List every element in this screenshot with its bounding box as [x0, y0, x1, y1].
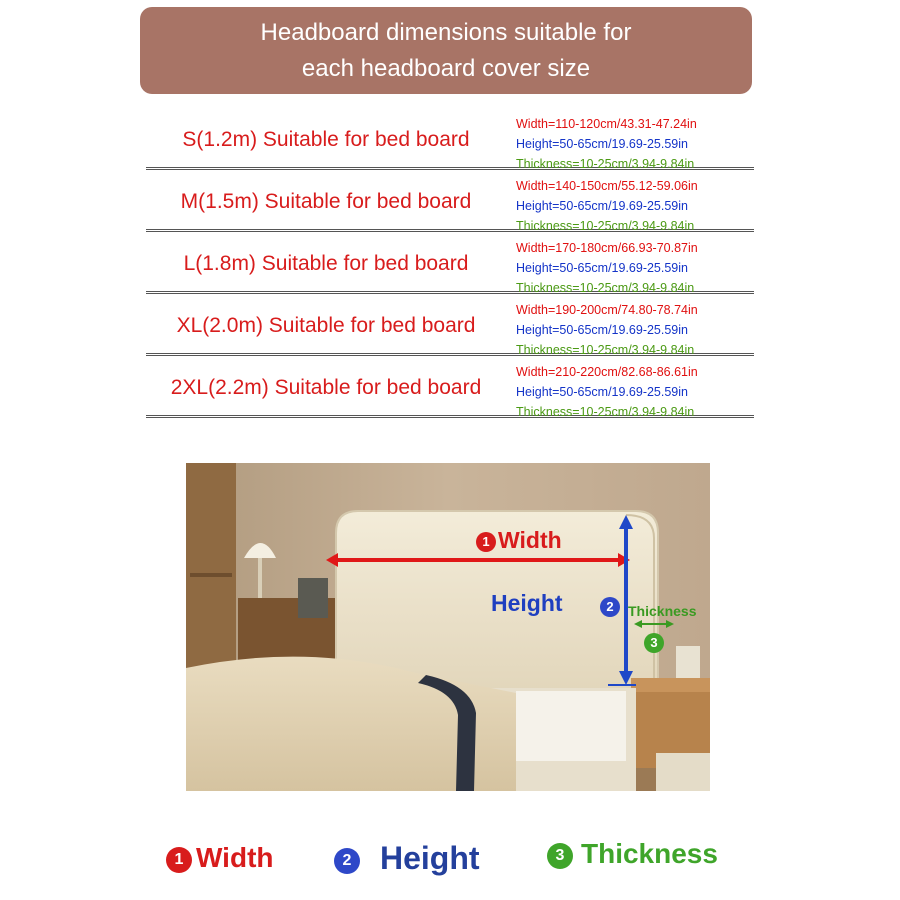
number-two-icon: 2 [600, 597, 620, 617]
size-row-2xl [146, 356, 754, 418]
headboard-measurement-photo [186, 463, 710, 791]
width-value: Width=170-180cm/66.93-70.87in [516, 241, 698, 255]
thickness-value: Thickness=10-25cm/3.94-9.84in [516, 219, 695, 233]
vase [676, 646, 700, 678]
size-row-xl [146, 294, 754, 356]
width-value: Width=210-220cm/82.68-86.61in [516, 365, 698, 379]
size-row-l [146, 232, 754, 294]
banner-title-line-2: each headboard cover size [301, 55, 591, 82]
height-value: Height=50-65cm/19.69-25.59in [516, 137, 688, 151]
photo-thickness-label: Thickness [628, 603, 697, 619]
size-label: XL(2.0m) Suitable for bed board [176, 314, 476, 337]
width-value: Width=140-150cm/55.12-59.06in [516, 179, 698, 193]
thickness-value: Thickness=10-25cm/3.94-9.84in [516, 343, 695, 357]
number-two-icon: 2 [334, 848, 360, 874]
size-dimensions [516, 362, 698, 422]
number-three-icon: 3 [547, 843, 573, 869]
photo-height-label: Height [491, 590, 563, 616]
size-dimensions [516, 114, 697, 174]
size-row-m [146, 170, 754, 232]
size-row-s [146, 108, 754, 170]
number-three-icon: 3 [644, 633, 664, 653]
legend-width [166, 842, 274, 874]
number-one-icon: 1 [476, 532, 496, 552]
size-dimensions [516, 238, 698, 298]
banner-title-line-1: Headboard dimensions suitable for [260, 19, 632, 46]
thickness-value: Thickness=10-25cm/3.94-9.84in [516, 157, 695, 171]
height-value: Height=50-65cm/19.69-25.59in [516, 199, 688, 213]
size-dimensions [516, 300, 698, 360]
legend-height-label: Height [380, 840, 480, 876]
width-value: Width=190-200cm/74.80-78.74in [516, 303, 698, 317]
sheet [516, 691, 626, 761]
wall-picture [298, 578, 328, 618]
photo-width-label [476, 527, 562, 554]
size-label: 2XL(2.2m) Suitable for bed board [170, 376, 482, 399]
height-value: Height=50-65cm/19.69-25.59in [516, 261, 688, 275]
thickness-value: Thickness=10-25cm/3.94-9.84in [516, 405, 695, 419]
size-table [146, 108, 754, 418]
height-value: Height=50-65cm/19.69-25.59in [516, 385, 688, 399]
size-label: L(1.8m) Suitable for bed board [183, 252, 469, 275]
size-label: M(1.5m) Suitable for bed board [180, 190, 472, 213]
legend-thickness [547, 838, 718, 870]
width-label: Width [498, 527, 562, 553]
legend-thickness-label: Thickness [581, 838, 718, 869]
books [656, 753, 710, 791]
width-value: Width=110-120cm/43.31-47.24in [516, 117, 697, 131]
size-label: S(1.2m) Suitable for bed board [182, 128, 470, 151]
thickness-value: Thickness=10-25cm/3.94-9.84in [516, 281, 695, 295]
number-one-icon: 1 [166, 847, 192, 873]
legend-width-label: Width [196, 842, 274, 873]
legend-height [334, 840, 480, 877]
size-dimensions [516, 176, 698, 236]
bedroom-illustration [186, 463, 710, 791]
header-banner [140, 7, 752, 94]
height-value: Height=50-65cm/19.69-25.59in [516, 323, 688, 337]
measurement-legend [0, 836, 900, 886]
